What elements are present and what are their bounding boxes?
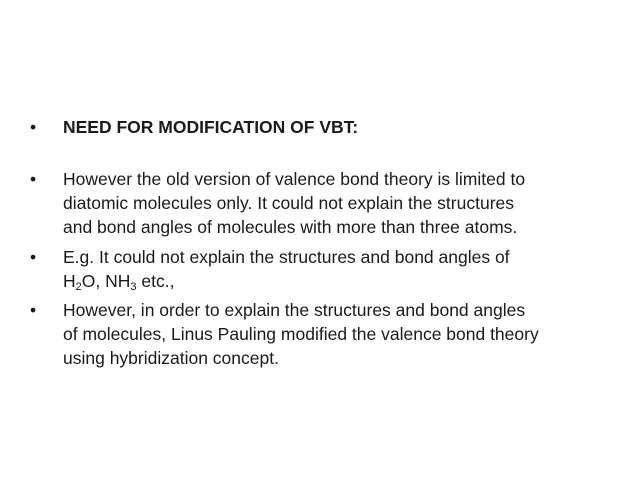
- formula-text: O, NH: [81, 271, 131, 291]
- bullet-text-line: However the old version of valence bond theory is limited to: [63, 169, 526, 189]
- bullet-point-icon: •: [30, 117, 37, 137]
- formula-line: [63, 269, 610, 293]
- bullet-item: [30, 245, 610, 293]
- bullet-text-line: using hybridization concept.: [63, 348, 279, 368]
- subscript: 2: [75, 281, 82, 293]
- bullet-text-line: of molecules, Linus Pauling modified the valence bond theory: [63, 324, 539, 344]
- bullet-point-icon: •: [30, 300, 37, 320]
- subscript: 3: [130, 281, 137, 293]
- bullet-text-line: E.g. It could not explain the structures and bond angles of: [63, 247, 510, 267]
- bullet-text-line: and bond angles of molecules with more than three atoms.: [63, 217, 518, 237]
- bullet-text-line: However, in order to explain the structures and bond angles: [63, 300, 526, 320]
- formula-text: H: [63, 271, 76, 291]
- formula-tail: etc.,: [136, 271, 175, 291]
- bullet-point-icon: •: [30, 247, 37, 267]
- bullet-text-line: diatomic molecules only. It could not explain the structures: [63, 193, 515, 213]
- bullet-point-icon: •: [30, 169, 37, 189]
- section-heading: NEED FOR MODIFICATION OF VBT:: [63, 117, 359, 137]
- bullet-item: [30, 167, 610, 239]
- heading-bullet: [30, 115, 610, 139]
- bullet-list: [30, 115, 610, 370]
- bullet-item: [30, 298, 610, 370]
